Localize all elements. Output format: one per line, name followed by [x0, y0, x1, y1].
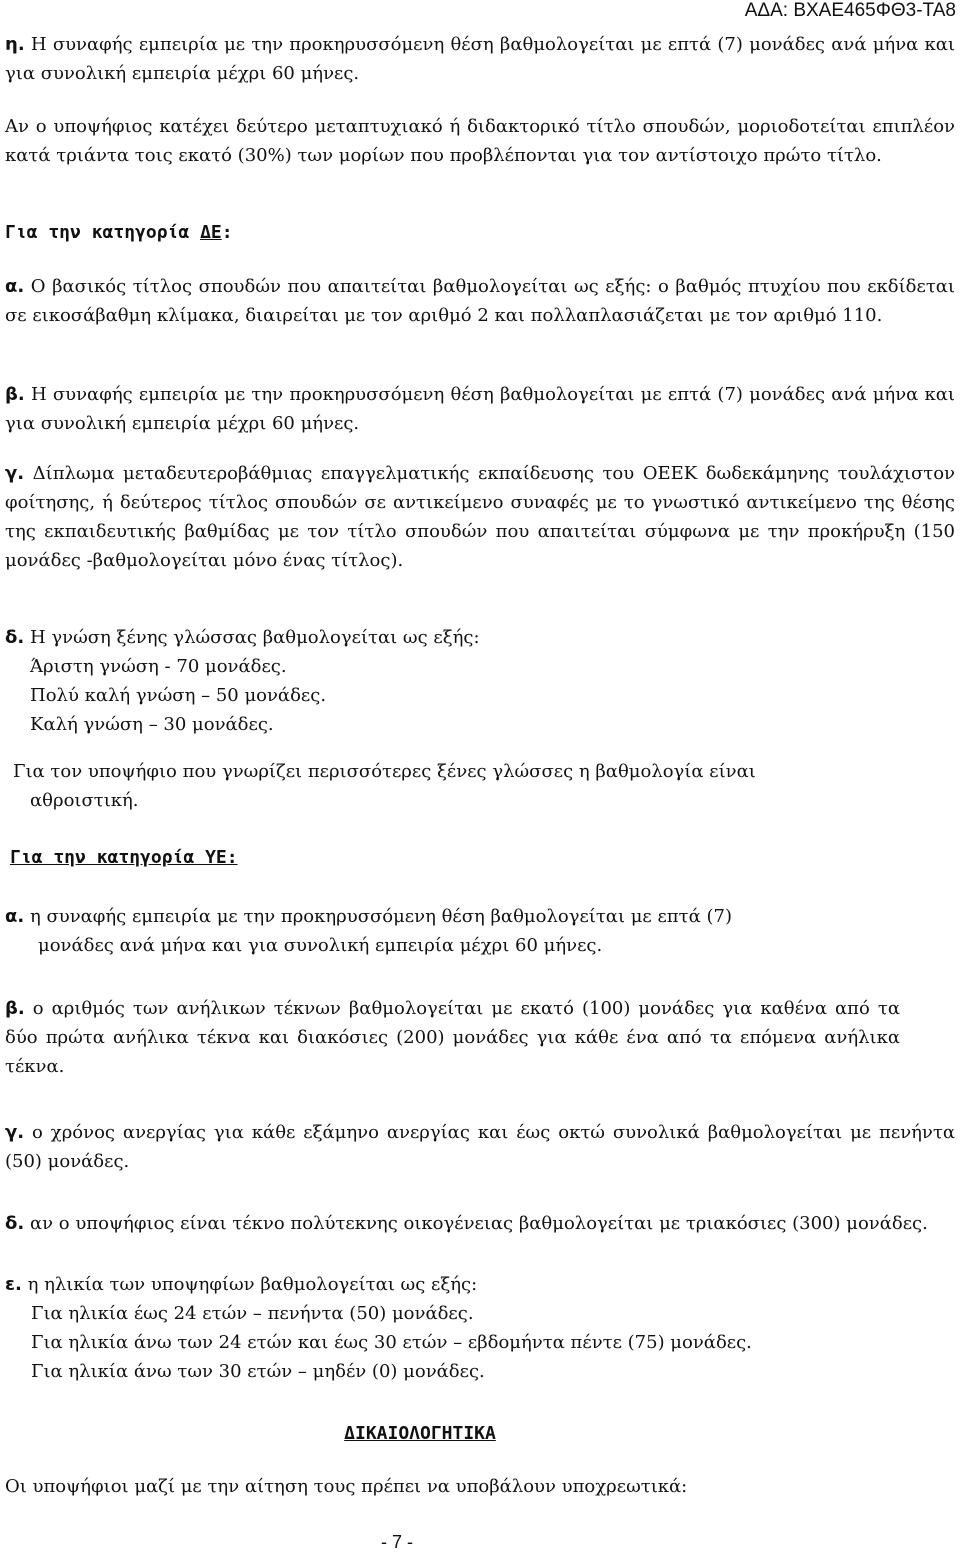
item-text: Η συναφής εμπειρία με την προκηρυσσόμενη θέση βαθμολογείται με επτά (7) μονάδες ανά μήνα και για συνολική εμπειρία μέχρι 60 μήνες. — [5, 34, 955, 84]
item-text: Η γνώση ξένης γλώσσας βαθμολογείται ως εξής: — [29, 627, 480, 648]
ye-item-b — [5, 994, 900, 1081]
item-marker: δ. — [5, 627, 25, 648]
ada-code: ΑΔΑ: ΒΧΑΕ465ΦΘ3-ΤΑ8 — [744, 0, 956, 21]
ye-item-e-intro — [5, 1270, 955, 1299]
de-item-b — [5, 380, 955, 438]
item-text: ο αριθμός των ανήλικων τέκνων βαθμολογείται με εκατό (100) μονάδες για καθένα από τα δύο πρώτα ανήλικα τέκνα και διακόσιες (200) μονάδες για κάθε ένα από τα επόμενα ανήλικα τέκνα. — [5, 998, 900, 1077]
documents-intro — [5, 1472, 955, 1501]
ye-item-a-line2: μονάδες ανά μήνα και για συνολική εμπειρία μέχρι 60 μήνες. — [38, 935, 603, 956]
de-item-g — [5, 459, 955, 575]
ye-item-d — [5, 1209, 955, 1238]
item-text: Η συναφής εμπειρία με την προκηρυσσόμενη θέση βαθμολογείται με επτά (7) μονάδες ανά μήνα και για συνολική εμπειρία μέχρι 60 μήνες. — [5, 384, 955, 434]
item-marker: β. — [5, 998, 25, 1019]
item-text: ο χρόνος ανεργίας για κάθε εξάμηνο ανεργίας και έως οκτώ συνολικά βαθμολογείται με πενήντα (50) μονάδες. — [5, 1122, 955, 1172]
age-level: Για ηλικία άνω των 30 ετών – μηδέν (0) μονάδες. — [31, 1361, 485, 1382]
heading-de-suffix: : — [221, 222, 233, 243]
item-marker: γ. — [5, 463, 25, 484]
second-title-note: Αν ο υποψήφιος κατέχει δεύτερο μεταπτυχιακό ή διδακτορικό τίτλο σπουδών, μοριοδοτείται επιπλέον κατά τριάντα τοις εκατό (30%) των μορίων που προβλέπονται για τον αντίστοιχο πρώτο τίτλο. — [5, 116, 955, 166]
heading-de-prefix: Για την κατηγορία — [5, 222, 201, 243]
language-note — [13, 757, 953, 815]
language-level: Άριστη γνώση - 70 μονάδες. — [30, 656, 287, 677]
item-text: αν ο υποψήφιος είναι τέκνο πολύτεκνης οικογένειας βαθμολογείται με τριακόσιες (300) μονάδες. — [29, 1213, 928, 1234]
item-marker: α. — [5, 276, 25, 297]
item-marker: α. — [5, 906, 25, 927]
language-level: Καλή γνώση – 30 μονάδες. — [30, 714, 274, 735]
ye-item-a-line1 — [5, 902, 955, 931]
ye-item-g — [5, 1118, 955, 1176]
documents-heading: ΔΙΚΑΙΟΛΟΓΗΤΙΚΑ — [344, 1423, 496, 1444]
item-marker: γ. — [5, 1122, 25, 1143]
ye-item-a — [5, 902, 955, 960]
de-item-d — [5, 623, 955, 739]
item-text: η ηλικία των υποψηφίων βαθμολογείται ως εξής: — [27, 1274, 478, 1295]
item-marker: δ. — [5, 1213, 25, 1234]
item-marker: η. — [5, 34, 25, 55]
language-level: Πολύ καλή γνώση – 50 μονάδες. — [30, 685, 327, 706]
de-item-a — [5, 272, 955, 330]
heading-de — [5, 218, 233, 247]
ye-item-e — [5, 1270, 955, 1386]
de-item-d-intro — [5, 623, 955, 652]
item-marker: ε. — [5, 1274, 22, 1295]
heading-ye: Για την κατηγορία ΥΕ: — [10, 847, 238, 868]
language-note-line: αθροιστική. — [30, 790, 139, 811]
item-marker: β. — [5, 384, 25, 405]
item-text: η συναφής εμπειρία με την προκηρυσσόμενη θέση βαθμολογείται με επτά (7) — [29, 906, 732, 927]
item-eta — [5, 30, 955, 88]
page-number: - 7 - — [380, 1532, 413, 1552]
language-note-line: Για τον υποψήφιο που γνωρίζει περισσότερες ξένες γλώσσες η βαθμολογία είναι — [13, 761, 756, 782]
item-text: Δίπλωμα μεταδευτεροβάθμιας επαγγελματικής εκπαίδευσης του ΟΕΕΚ δωδεκάμηνης τουλάχιστον φοίτησης, ή δεύτερος τίτλος σπουδών σε αντικείμενο συναφές με το γνωστικό αντικείμενο της θέσης της εκπαιδευτικής βαθμίδας με τον τίτλο σπουδών που απαιτείται σύμφωνα με την προκήρυξη (150 μονάδες -βαθμολογείται μόνο ένας τίτλος). — [5, 463, 955, 571]
item-text: Ο βασικός τίτλος σπουδών που απαιτείται βαθμολογείται ως εξής: ο βαθμός πτυχίου που εκδίδεται σε εικοσάβαθμη κλίμακα, διαιρείται με τον αριθμό 2 και πολλαπλασιάζεται με τον αριθμό 110. — [5, 276, 955, 326]
documents-intro-text: Οι υποψήφιοι μαζί με την αίτηση τους πρέπει να υποβάλουν υποχρεωτικά: — [5, 1476, 688, 1497]
heading-de-label: ΔΕ — [200, 222, 222, 243]
age-level: Για ηλικία άνω των 24 ετών και έως 30 ετών – εβδομήντα πέντε (75) μονάδες. — [31, 1332, 752, 1353]
age-level: Για ηλικία έως 24 ετών – πενήντα (50) μονάδες. — [31, 1303, 474, 1324]
